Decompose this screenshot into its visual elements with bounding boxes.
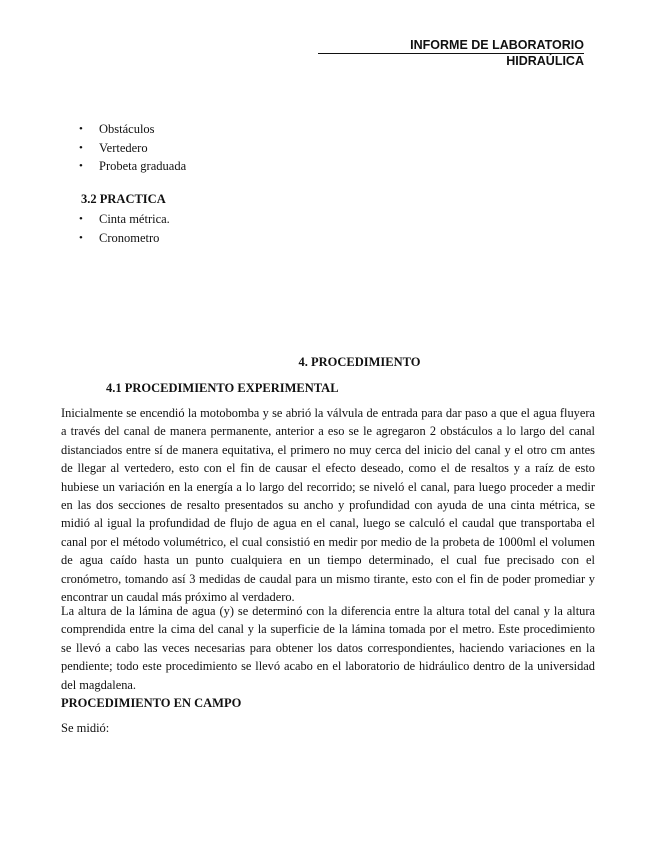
section-title: 4. PROCEDIMIENTO (298, 355, 421, 369)
procedure-paragraph-1: Inicialmente se encendió la motobomba y se abrió la válvula de entrada para dar paso a que el agua fluyera a través del canal de manera permanente, anterior a eso se le agregaron 2 obstáculos a lo largo del canal distanciados entre sí de manera equitativa, el primero no muy cerca del inicio del canal y el otro cm antes de llegar al vertedero, esto con el fin de causar el efecto deseado, como el de resaltos y a raíz de esto hubiese un variación en la energía a lo largo del recorrido; se niveló el canal, para luego proceder a medir en las dos secciones de resalto presentados su ancho y profundidad con ayuda de una cinta métrica, se midió al igual la profundidad de flujo de agua en el canal, luego se calculó el caudal que transportaba el canal por el método volumétrico, el cual consistió en medir por medio de la probeta de 1000ml el volumen de agua caído hasta un punto cualquiera en un tiempo determinado, el cual fue precisado con el cronómetro, tomando así 3 medidas de caudal para un mismo tirante, esto con el fin de poder promediar y encontrar un caudal más próximo al verdadero. (61, 406, 595, 605)
list-item (79, 229, 170, 248)
bullet-icon: • (79, 160, 83, 172)
report-subject: HIDRAÚLICA (506, 54, 584, 68)
list-item (79, 120, 186, 139)
list-item (79, 157, 186, 176)
practice-list (79, 210, 170, 247)
report-header (318, 38, 584, 69)
list-item-text: Obstáculos (99, 122, 155, 136)
bullet-icon: • (79, 231, 83, 244)
measured-label: Se midió: (61, 721, 110, 735)
list-item-text: Cinta métrica. (99, 212, 170, 226)
bullet-icon: • (79, 123, 83, 135)
subsection-title: 4.1 PROCEDIMIENTO EXPERIMENTAL (106, 381, 339, 395)
report-title: INFORME DE LABORATORIO (318, 38, 584, 54)
practice-heading: 3.2 PRACTICA (81, 192, 166, 206)
list-item-text: Cronometro (99, 230, 160, 245)
list-item (79, 139, 186, 158)
materials-list (79, 120, 186, 176)
list-item-text: Vertedero (99, 140, 148, 155)
bullet-icon: • (79, 141, 83, 154)
field-procedure-heading: PROCEDIMIENTO EN CAMPO (61, 696, 242, 710)
bullet-icon: • (79, 213, 83, 225)
list-item-text: Probeta graduada (99, 159, 187, 173)
list-item (79, 210, 170, 229)
procedure-paragraph-2: La altura de la lámina de agua (y) se determinó con la diferencia entre la altura total del canal y la altura comprendida entre la cima del canal y la superficie de la lámina tomada por el metro. Este procedimiento se llevó a cabo las veces necesarias para obtener los datos correspondientes, haciendo variaciones en la pendiente; todo este procedimiento se llevó acabo en el laboratorio de hidráulico dentro de la universidad del magdalena. (61, 604, 595, 692)
